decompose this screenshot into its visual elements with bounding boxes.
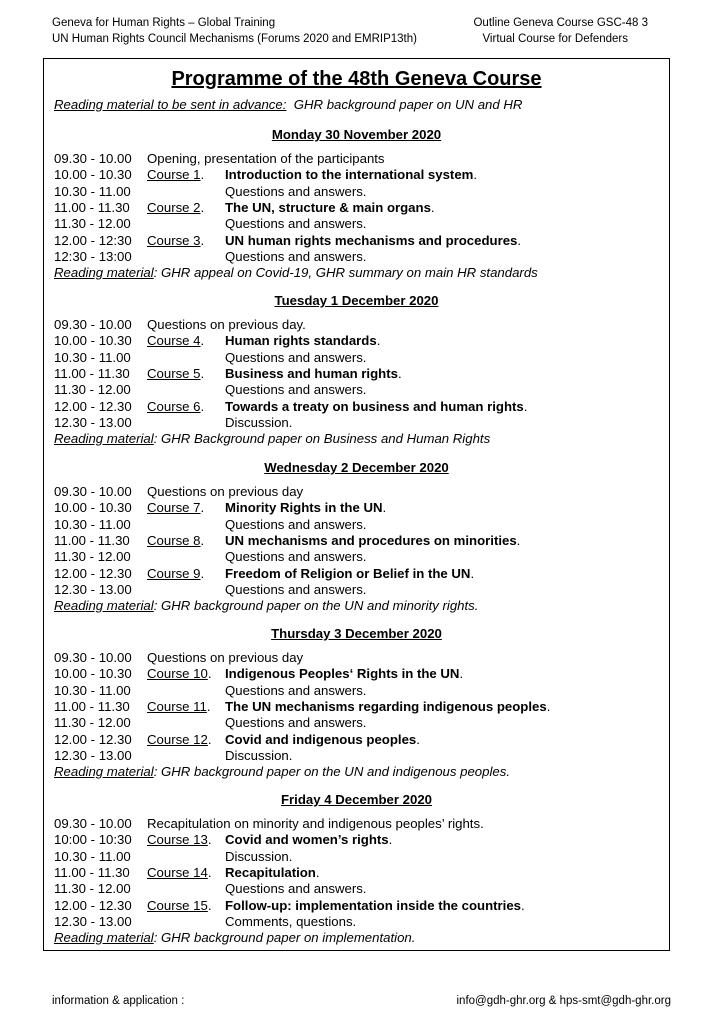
title-period: .	[382, 500, 387, 516]
schedule-row	[54, 914, 669, 930]
schedule-row	[54, 233, 669, 249]
schedule-row	[54, 249, 669, 265]
session-time: 12.30 - 13.00	[54, 913, 132, 929]
course-label: Course 4	[147, 333, 201, 349]
session-time: 11.30 - 12.00	[54, 715, 131, 731]
description-text: Questions and answers.	[225, 349, 367, 365]
description-text: Freedom of Religion or Belief in the UN	[225, 565, 471, 581]
course-title	[225, 732, 420, 748]
reading-material	[54, 431, 490, 447]
session-time: 11.00 - 11.30	[54, 698, 130, 714]
description-text: Comments, questions.	[225, 913, 357, 929]
title-period: .	[521, 897, 525, 913]
session-time: 10.30 - 11.00	[54, 349, 131, 365]
course-title	[225, 399, 527, 415]
course-number	[147, 233, 204, 249]
schedule-row	[54, 382, 669, 398]
description-text: Indigenous Peoples‘ Rights in the UN	[225, 666, 460, 682]
session-time: 10:00 - 10:30	[54, 832, 132, 848]
schedule-row	[54, 399, 669, 415]
course-title	[225, 666, 463, 682]
schedule-row	[54, 566, 669, 582]
course-suffix: .	[200, 167, 205, 183]
course-title	[225, 566, 474, 582]
session-description	[225, 549, 366, 565]
description-text: UN human rights mechanisms and procedures	[225, 232, 518, 248]
running-header-left	[52, 15, 417, 47]
session-time: 10.00 - 10.30	[54, 500, 132, 516]
schedule-row	[54, 699, 669, 715]
title-period: .	[546, 698, 551, 714]
schedule-row	[54, 151, 669, 167]
session-time: 12.30 - 13.00	[54, 414, 132, 430]
course-label: Course 1	[147, 167, 201, 183]
advance-reading-text: GHR background paper on UN and HR	[286, 97, 523, 112]
course-label: Course 15	[147, 897, 208, 913]
description-text: Business and human rights	[225, 365, 398, 381]
session-time: 12.00 - 12.30	[54, 731, 132, 747]
reading-material-label: Reading material	[54, 265, 154, 281]
running-header-right	[473, 15, 648, 47]
session-description	[225, 216, 366, 232]
course-title	[225, 333, 380, 349]
course-title	[225, 233, 521, 249]
title-period: .	[388, 832, 393, 848]
course-label: Course 14	[147, 864, 208, 880]
course-title	[225, 200, 435, 216]
session-time: 09.30 - 10.00	[54, 650, 132, 665]
title-period: .	[470, 565, 475, 581]
course-number	[147, 200, 204, 216]
schedule-row	[54, 582, 669, 598]
header-course-type: Virtual Course for Defenders	[482, 33, 628, 45]
session-description	[147, 151, 385, 167]
schedule-row	[54, 216, 669, 232]
course-label: Course 9	[147, 565, 201, 581]
course-title	[225, 500, 386, 516]
page-title: Programme of the 48th Geneva Course	[171, 68, 542, 90]
description-text: Questions on previous day	[147, 484, 304, 499]
course-title	[225, 167, 477, 183]
header-organization: Geneva for Human Rights – Global Training	[52, 17, 276, 29]
course-number	[147, 898, 212, 914]
session-time: 10.00 - 10.30	[54, 167, 132, 183]
reading-material	[54, 930, 415, 946]
course-label: Course 3	[147, 232, 201, 248]
session-time: 09.30 - 10.00	[54, 816, 132, 831]
session-time: 11.30 - 12.00	[54, 881, 131, 897]
description-text: Questions and answers.	[225, 881, 367, 897]
description-text: Introduction to the international system	[225, 167, 474, 183]
title-period: .	[315, 864, 320, 880]
course-suffix: .	[200, 398, 205, 414]
course-number	[147, 366, 204, 382]
programme-box	[43, 58, 670, 951]
course-number	[147, 167, 204, 183]
description-text: Discussion.	[225, 414, 293, 430]
day-heading: Monday 30 November 2020	[271, 127, 442, 142]
day-heading: Friday 4 December 2020	[280, 792, 432, 807]
session-time: 10.30 - 11.00	[54, 516, 131, 532]
course-number	[147, 566, 204, 582]
schedule-row	[54, 167, 669, 183]
title-period: .	[376, 333, 381, 349]
session-time: 11.00 - 11.30	[54, 532, 130, 548]
description-text: Questions and answers.	[225, 682, 367, 698]
session-description	[225, 249, 366, 265]
day-heading: Wednesday 2 December 2020	[264, 460, 449, 475]
session-description	[225, 415, 292, 431]
session-time: 10.30 - 11.00	[54, 848, 131, 864]
description-text: Questions and answers.	[225, 581, 367, 597]
advance-reading	[54, 97, 522, 113]
course-label: Course 11	[147, 698, 207, 714]
course-label: Course 13	[147, 832, 208, 848]
reading-material	[54, 764, 510, 780]
title-period: .	[516, 532, 521, 548]
reading-material-text: : GHR appeal on Covid-19, GHR summary on main HR standards	[153, 265, 538, 281]
session-time: 11.00 - 11.30	[54, 199, 130, 215]
session-time: 11.00 - 11.30	[54, 365, 130, 381]
title-period: .	[459, 666, 464, 682]
reading-material-label: Reading material	[54, 431, 154, 447]
session-description	[225, 715, 366, 731]
description-text: Questions and answers.	[225, 549, 367, 565]
schedule-row	[54, 832, 669, 848]
session-time: 12.00 - 12:30	[54, 232, 132, 248]
session-time: 10.00 - 10.30	[54, 333, 132, 349]
course-suffix: .	[207, 832, 212, 848]
description-text: Human rights standards	[225, 333, 377, 349]
description-text: The UN mechanisms regarding indigenous peoples	[225, 698, 547, 714]
schedule-row	[54, 533, 669, 549]
description-text: Covid and women’s rights	[225, 832, 389, 848]
description-text: Minority Rights in the UN	[225, 500, 383, 516]
header-outline-page: Outline Geneva Course GSC-48 3	[473, 17, 648, 29]
description-text: Questions on previous day.	[147, 317, 306, 332]
description-text: Recapitulation	[225, 864, 316, 880]
course-title	[225, 832, 392, 848]
session-description	[147, 816, 484, 832]
session-description	[225, 350, 366, 366]
title-period: .	[416, 731, 420, 747]
schedule-row	[54, 881, 669, 897]
session-time: 12.30 - 13.00	[54, 747, 132, 763]
schedule-row	[54, 898, 669, 914]
course-number	[147, 533, 204, 549]
description-text: UN mechanisms and procedures on minorities	[225, 532, 517, 548]
session-time: 11.30 - 12.00	[54, 549, 131, 565]
course-number	[147, 500, 204, 516]
course-number	[147, 699, 211, 715]
schedule-row	[54, 666, 669, 682]
reading-material-text: : GHR background paper on the UN and minority rights.	[153, 598, 479, 614]
title-period: .	[473, 167, 478, 183]
course-suffix: .	[207, 897, 212, 913]
description-text: The UN, structure & main organs	[225, 199, 431, 215]
session-time: 12.00 - 12.30	[54, 897, 132, 913]
session-description	[225, 683, 366, 699]
session-time: 10.00 - 10.30	[54, 666, 132, 682]
session-time: 09.30 - 10.00	[54, 151, 132, 166]
description-text: Questions and answers.	[225, 516, 367, 532]
schedule-row	[54, 500, 669, 516]
course-title	[225, 865, 320, 881]
session-description	[225, 849, 292, 865]
session-time: 10.30 - 11.00	[54, 183, 131, 199]
course-number	[147, 399, 204, 415]
course-suffix: .	[200, 500, 205, 516]
course-title	[225, 533, 520, 549]
schedule-row	[54, 865, 669, 881]
course-suffix: .	[207, 731, 212, 747]
session-description	[225, 914, 356, 930]
course-label: Course 10	[147, 666, 208, 682]
schedule-row	[54, 317, 669, 333]
course-label: Course 12	[147, 731, 208, 747]
course-suffix: .	[206, 698, 211, 714]
day-heading: Tuesday 1 December 2020	[274, 293, 439, 308]
course-label: Course 6	[147, 398, 201, 414]
reading-material-text: : GHR background paper on the UN and indigenous peoples.	[153, 764, 510, 780]
title-period: .	[430, 199, 435, 215]
schedule-row	[54, 366, 669, 382]
reading-material-label: Reading material	[54, 764, 154, 780]
course-suffix: .	[200, 199, 205, 215]
description-text: Questions and answers.	[225, 382, 367, 398]
course-suffix: .	[207, 864, 212, 880]
description-text: Covid and indigenous peoples	[225, 731, 417, 747]
course-title	[225, 366, 402, 382]
session-description	[147, 650, 303, 666]
session-time: 09.30 - 10.00	[54, 317, 132, 332]
session-description	[225, 881, 366, 897]
session-time: 10.30 - 11.00	[54, 682, 131, 698]
schedule-row	[54, 200, 669, 216]
session-time: 12.00 - 12.30	[54, 398, 132, 414]
course-number	[147, 333, 204, 349]
course-number	[147, 865, 212, 881]
course-suffix: .	[200, 532, 205, 548]
header-subtitle: UN Human Rights Council Mechanisms (Forums 2020 and EMRIP13th)	[52, 33, 417, 45]
course-label: Course 8	[147, 532, 201, 548]
session-time: 09.30 - 10.00	[54, 484, 132, 499]
schedule-row	[54, 333, 669, 349]
description-text: Questions and answers.	[225, 216, 367, 232]
schedule-row	[54, 517, 669, 533]
description-text: Questions and answers.	[225, 248, 367, 264]
course-title	[225, 898, 525, 914]
schedule-row	[54, 549, 669, 565]
reading-material-label: Reading material	[54, 930, 154, 946]
reading-material-text: : GHR Background paper on Business and Human Rights	[153, 431, 491, 447]
course-label: Course 7	[147, 500, 201, 516]
session-time: 11.30 - 12.00	[54, 382, 131, 398]
course-label: Course 2	[147, 199, 201, 215]
session-time: 12.30 - 13.00	[54, 581, 132, 597]
schedule-row	[54, 683, 669, 699]
description-text: Opening, presentation of the participants	[147, 151, 385, 166]
description-text: Questions on previous day	[147, 650, 304, 665]
schedule-row	[54, 816, 669, 832]
course-suffix: .	[200, 565, 205, 581]
schedule-row	[54, 748, 669, 764]
session-time: 12:30 - 13:00	[54, 248, 132, 264]
schedule-row	[54, 650, 669, 666]
schedule-row	[54, 184, 669, 200]
footer-contact-emails[interactable]: info@gdh-ghr.org & hps-smt@gdh-ghr.org	[456, 995, 671, 1007]
schedule-row	[54, 715, 669, 731]
advance-reading-label: Reading material to be sent in advance:	[54, 97, 287, 112]
course-title	[225, 699, 550, 715]
course-number	[147, 732, 212, 748]
course-suffix: .	[207, 666, 212, 682]
description-text: Questions and answers.	[225, 183, 367, 199]
reading-material-label: Reading material	[54, 598, 154, 614]
course-number	[147, 666, 212, 682]
course-number	[147, 832, 212, 848]
session-description	[147, 484, 303, 500]
footer-info-label: information & application :	[52, 995, 185, 1007]
description-text: Discussion.	[225, 848, 293, 864]
title-period: .	[397, 365, 402, 381]
session-time: 11.30 - 12.00	[54, 216, 131, 232]
session-description	[225, 748, 292, 764]
session-description	[225, 517, 366, 533]
session-description	[147, 317, 306, 333]
session-description	[225, 184, 366, 200]
course-suffix: .	[200, 333, 205, 349]
schedule-row	[54, 415, 669, 431]
schedule-row	[54, 732, 669, 748]
description-text: Recapitulation on minority and indigenous peoples’ rights.	[147, 816, 484, 831]
session-description	[225, 382, 366, 398]
day-heading: Thursday 3 December 2020	[271, 626, 442, 641]
reading-material-text: : GHR background paper on implementation.	[153, 930, 416, 946]
description-text: Towards a treaty on business and human rights	[225, 398, 524, 414]
session-time: 11.00 - 11.30	[54, 864, 130, 880]
title-period: .	[517, 232, 522, 248]
session-time: 12.00 - 12.30	[54, 565, 132, 581]
schedule-row	[54, 350, 669, 366]
course-suffix: .	[200, 232, 205, 248]
session-description	[225, 582, 366, 598]
course-suffix: .	[200, 365, 205, 381]
reading-material	[54, 265, 538, 281]
course-label: Course 5	[147, 365, 201, 381]
schedule-row	[54, 484, 669, 500]
reading-material	[54, 598, 478, 614]
schedule-row	[54, 849, 669, 865]
description-text: Discussion.	[225, 747, 293, 763]
title-period: .	[523, 398, 528, 414]
description-text: Follow-up: implementation inside the countries	[225, 897, 521, 913]
description-text: Questions and answers.	[225, 715, 367, 731]
